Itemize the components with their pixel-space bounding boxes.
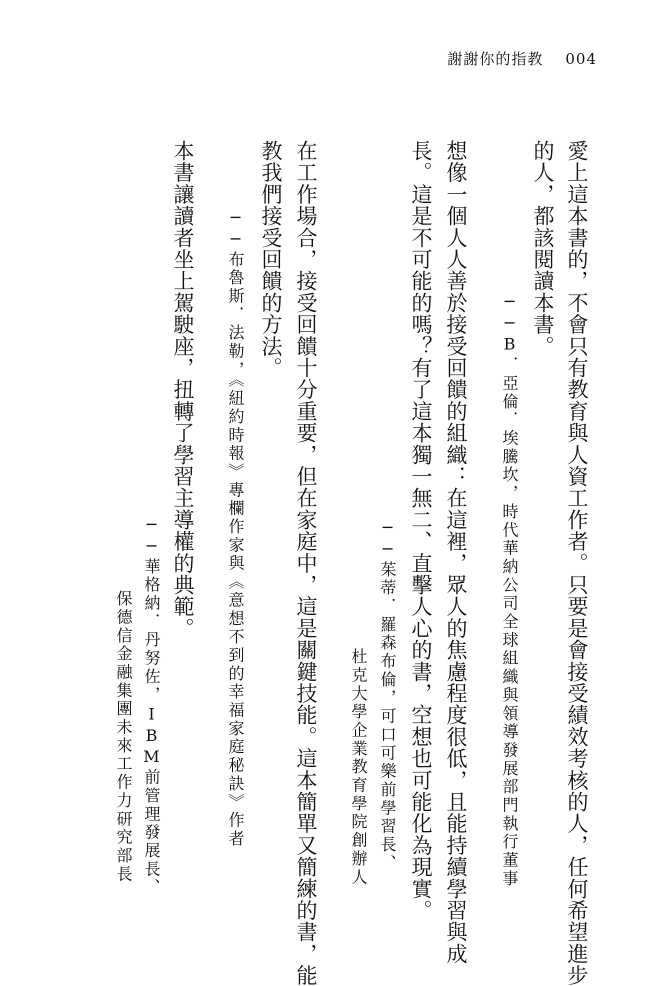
blurb-1-attribution: ──B．亞倫．埃騰坎，時代華納公司全球組織與領導發展部門執行董事 xyxy=(500,292,519,889)
blurb-2-line-2: 長。這是不可能的嗎？有了這本獨一無二、直擊人心的書，空想也可能化為現實。 xyxy=(409,140,433,922)
blurb-1-line-1: 愛上這本書的，不會只有教育與人資工作者。只要是會接受績效考核的人，任何希望進步 xyxy=(565,140,589,986)
page-number: 004 xyxy=(565,50,597,68)
blurb-1-line-2: 的人，都該閱讀本書。 xyxy=(531,140,555,357)
blurb-4-line-1: 本書讓讀者坐上駕駛座，扭轉了學習主導權的典範。 xyxy=(171,140,195,640)
blurb-3-line-1: 在工作場合，接受回饋十分重要，但在家庭中，這是關鍵技能。這本簡單又簡練的書，能 xyxy=(294,140,318,986)
blurb-2-line-1: 想像一個人人善於接受回饋的組織：在這裡，眾人的焦慮程度很低，且能持續學習與成 xyxy=(444,140,468,965)
blurb-2-attribution-line-1: ──茱蒂．羅森布倫，可口可樂前學習長、 xyxy=(378,518,397,873)
blurb-2-attribution-line-2: 杜克大學企業教育學院創辦人 xyxy=(349,648,368,887)
blurb-4-attribution-line-2: 保德信金融集團未來工作力研究部長 xyxy=(114,590,133,884)
chapter-title: 謝謝你的指教 xyxy=(447,50,544,68)
blurb-3-line-2: 教我們接受回饋的方法。 xyxy=(259,140,283,379)
blurb-3-attribution: ──布魯斯．法勒，《紐約時報》專欄作家與《意想不到的幸福家庭秘訣》作者 xyxy=(226,208,245,849)
running-header xyxy=(425,48,597,69)
blurb-4-attribution-line-1: ──華格納．丹努佐，IBM前管理發展長、 xyxy=(142,515,161,897)
